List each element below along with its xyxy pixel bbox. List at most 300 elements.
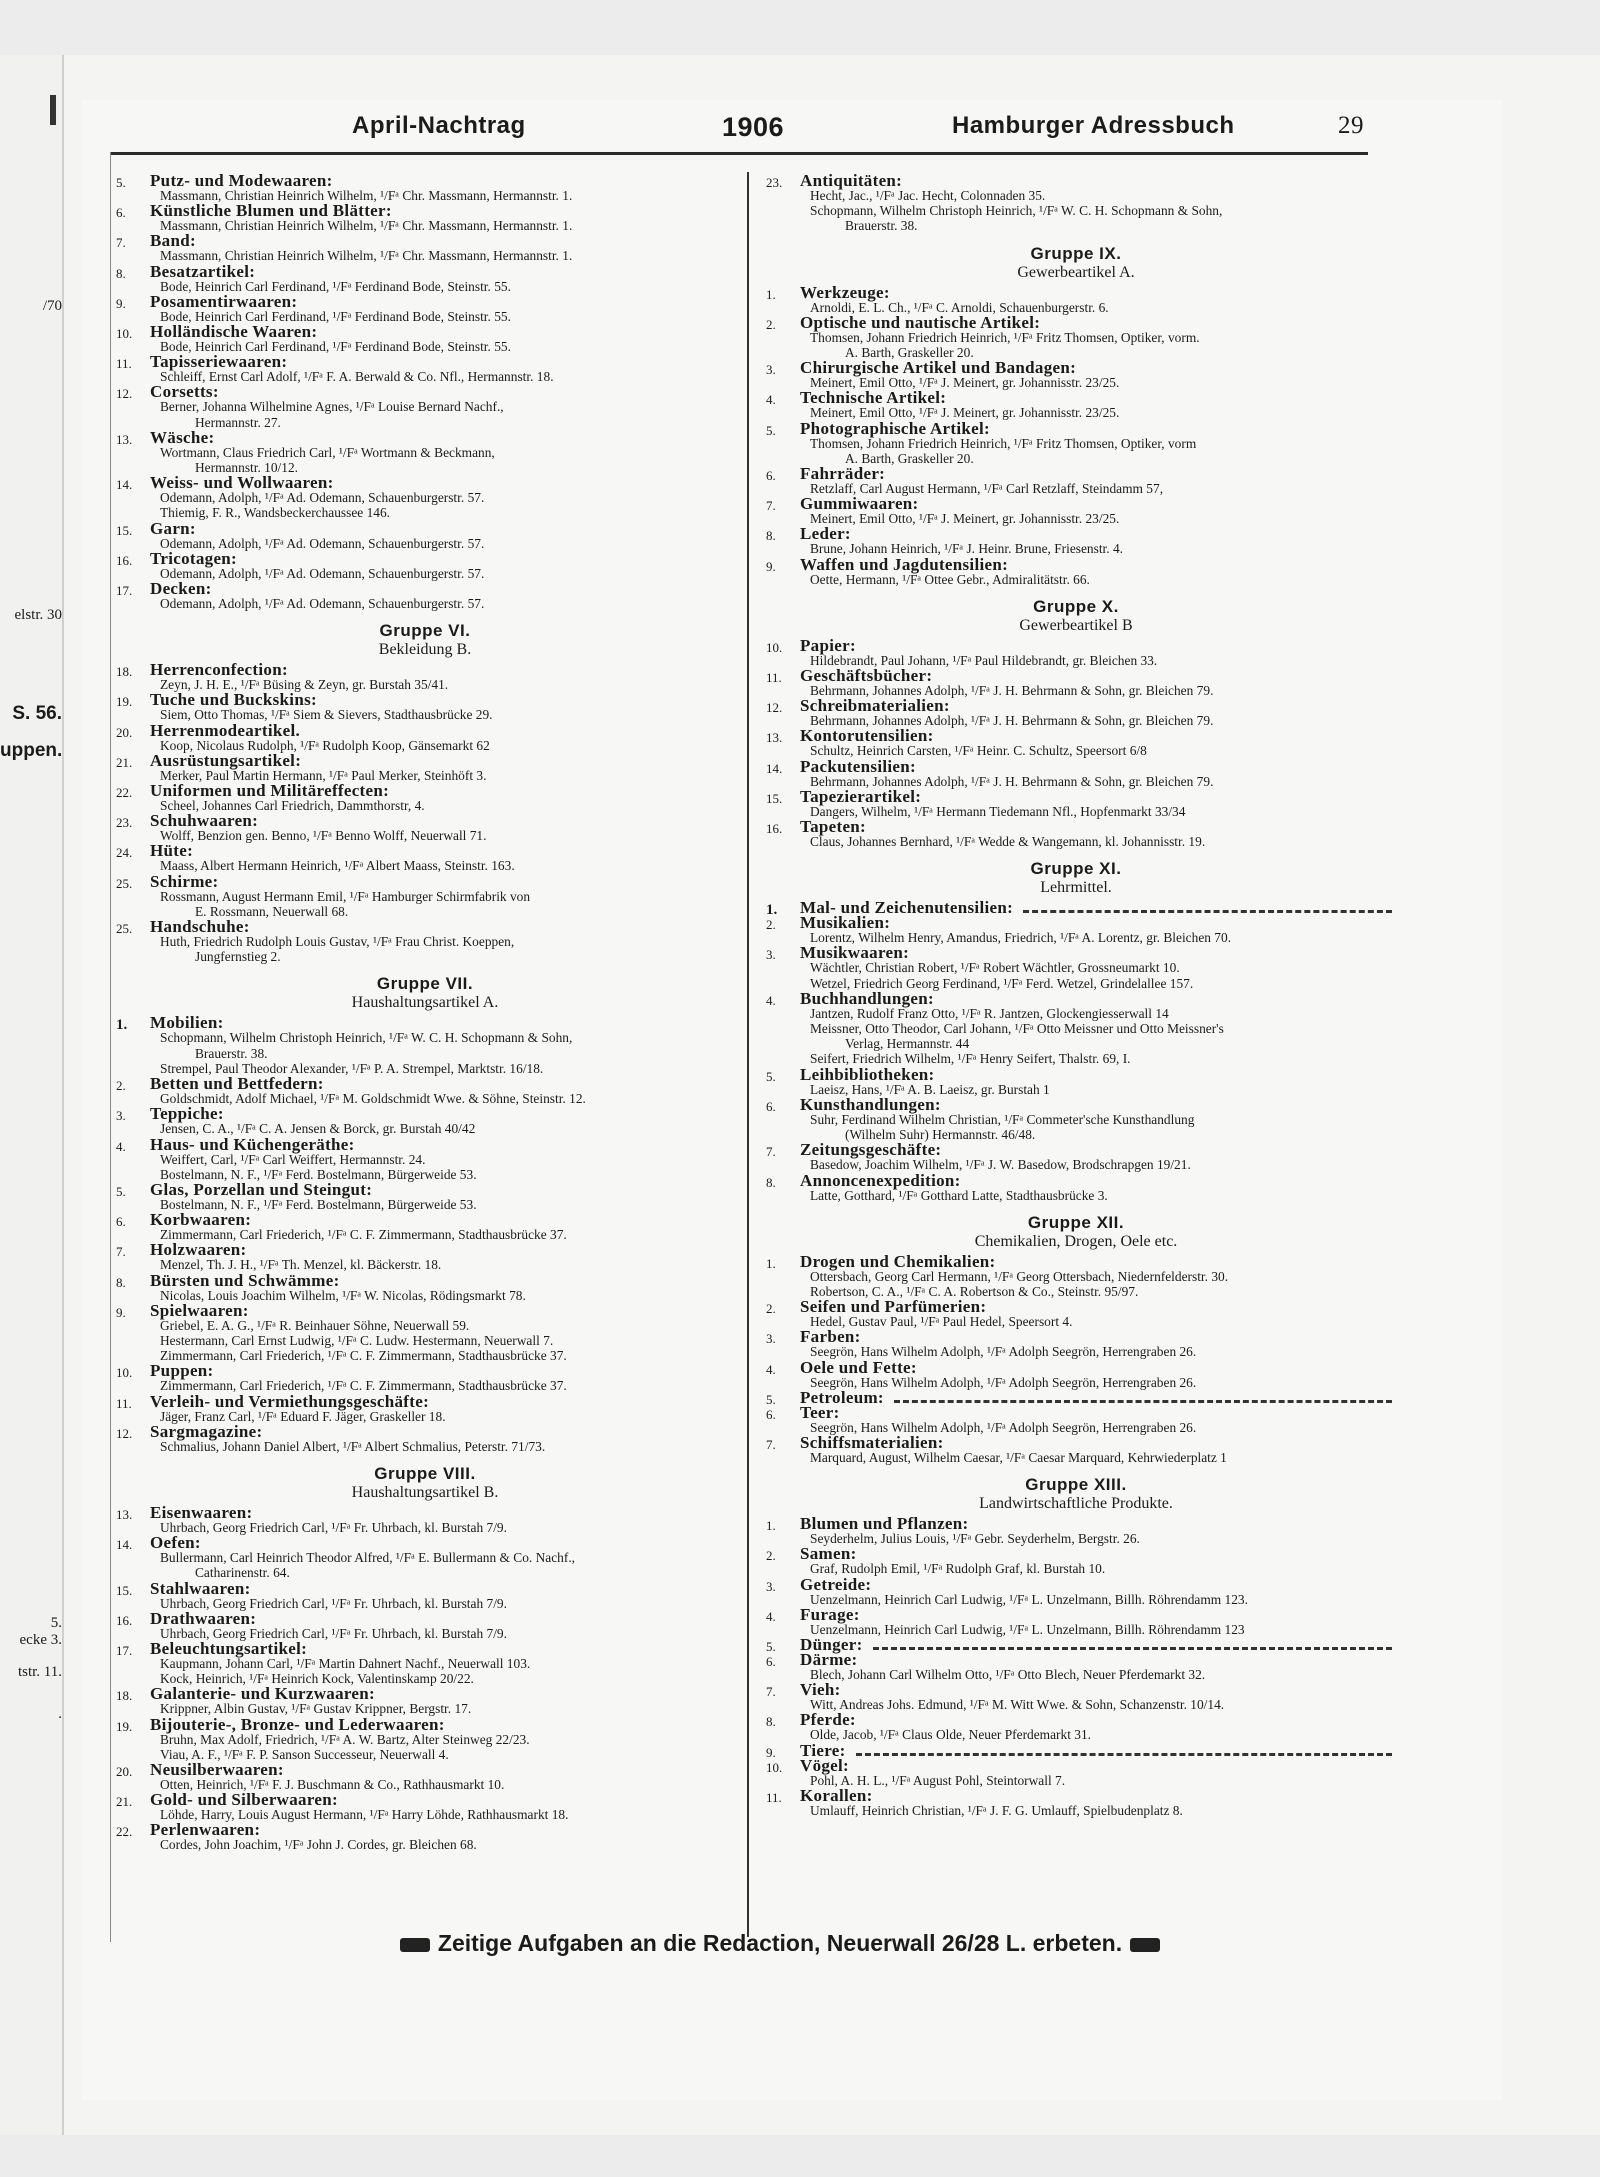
firm-listing: Behrmann, Johannes Adolph, ¹/Fᵃ J. H. Behrmann & Sohn, gr. Bleichen 79.	[810, 713, 1214, 729]
category-heading	[150, 1361, 740, 1381]
entry-number: 13.	[116, 1506, 133, 1522]
directory-entry	[760, 1064, 1392, 1097]
category-heading	[800, 1544, 1392, 1564]
category-label: Decken:	[150, 579, 212, 599]
firm-listing: Pohl, A. H. L., ¹/Fᵃ August Pohl, Steintorwall 7.	[810, 1772, 1066, 1788]
empty-entry-dashes	[873, 1639, 1392, 1650]
category-label: Gold- und Silberwaaren:	[150, 1790, 338, 1810]
directory-entry	[110, 1638, 740, 1687]
entry-number: 24.	[116, 845, 133, 861]
group-subtitle: Gewerbeartikel B	[1019, 616, 1133, 634]
category-heading	[800, 1327, 1392, 1347]
category-heading	[150, 871, 740, 891]
directory-entry	[110, 1792, 740, 1822]
firm-listing: Marquard, August, Wilhelm Caesar, ¹/Fᵃ Caesar Marquard, Kehrwiederplatz 1	[810, 1449, 1227, 1465]
category-heading	[800, 988, 1392, 1008]
directory-entry	[110, 475, 740, 520]
firm-listing: Menzel, Th. J. H., ¹/Fᵃ Th. Menzel, kl. Bäckerstr. 18.	[160, 1257, 442, 1273]
firm-listing: Weiffert, Carl, ¹/Fᵃ Carl Weiffert, Hermannstr. 24.	[160, 1151, 426, 1167]
category-heading	[150, 352, 740, 372]
firm-listing: Seyderhelm, Julius Louis, ¹/Fᵃ Gebr. Seyderhelm, Bergstr. 26.	[810, 1531, 1140, 1547]
category-heading	[800, 418, 1392, 438]
entry-number: 18.	[116, 1688, 133, 1704]
directory-entry	[760, 1402, 1392, 1435]
directory-entry	[110, 750, 740, 783]
category-heading	[150, 261, 740, 281]
firm-listing: Meissner, Otto Theodor, Carl Johann, ¹/Fᵃ Otto Meissner und Otto Meissner's	[810, 1021, 1224, 1037]
category-heading	[800, 1094, 1392, 1114]
directory-entry	[110, 261, 740, 294]
entry-number: 14.	[116, 477, 133, 493]
entry-number: 16.	[766, 821, 783, 837]
firm-listing: Massmann, Christian Heinrich Wilhelm, ¹/Fᵃ Chr. Massmann, Hermannstr. 1.	[160, 188, 573, 203]
firm-listing: Thiemig, F. R., Wandsbeckerchaussee 146.	[160, 505, 391, 521]
category-label: Posamentirwaaren:	[150, 291, 298, 311]
left-column	[110, 173, 740, 1853]
category-heading	[150, 1074, 740, 1094]
category-label: Holländische Waaren:	[150, 322, 318, 342]
previous-page-text: S. 56.	[12, 703, 62, 724]
category-label: Spielwaaren:	[150, 1300, 249, 1320]
category-heading	[800, 1574, 1392, 1594]
directory-entry	[110, 1363, 740, 1393]
category-heading	[150, 1638, 740, 1658]
firm-listing: Arnoldi, E. L. Ch., ¹/Fᵃ C. Arnoldi, Schauenburgerstr. 6.	[810, 299, 1109, 315]
category-label: Tapeten:	[800, 817, 867, 837]
firm-listing: A. Barth, Graskeller 20.	[845, 345, 974, 361]
category-heading	[800, 666, 1392, 686]
entry-number: 19.	[116, 1718, 133, 1734]
firm-listing: Uenzelmann, Heinrich Carl Ludwig, ¹/Fᵃ L. Unzelmann, Billh. Röhrendamm 123.	[810, 1591, 1248, 1607]
category-heading	[800, 1432, 1392, 1452]
category-heading	[150, 1820, 740, 1840]
directory-entry	[760, 390, 1392, 420]
previous-page-text: 5.	[50, 1615, 62, 1631]
entry-number: 4.	[766, 992, 776, 1008]
entry-number: 7.	[766, 1436, 776, 1452]
group-title: Gruppe X.	[1033, 596, 1119, 616]
firm-listing: Zimmermann, Carl Friederich, ¹/Fᵃ C. F. Zimmermann, Stadthausbrücke 37.	[160, 1348, 567, 1364]
category-heading	[800, 554, 1392, 574]
category-heading	[150, 473, 740, 493]
directory-entry	[760, 418, 1392, 466]
category-label: Antiquitäten:	[800, 171, 903, 190]
group-heading	[760, 1475, 1392, 1512]
category-heading	[800, 1251, 1392, 1271]
category-label: Herrenconfection:	[150, 660, 288, 680]
firm-listing: Zimmermann, Carl Friederich, ¹/Fᵃ C. F. Zimmermann, Stadthausbrücke 37.	[160, 1378, 567, 1394]
category-heading	[150, 1210, 740, 1230]
firm-listing: Maass, Albert Hermann Heinrich, ¹/Fᵃ Albert Maass, Steinstr. 163.	[160, 858, 515, 874]
entry-number: 15.	[116, 1582, 133, 1598]
firm-listing: Otten, Heinrich, ¹/Fᵃ F. J. Buschmann & Co., Rathhausmarkt 10.	[160, 1776, 505, 1792]
directory-entry	[110, 1242, 740, 1272]
directory-entry	[110, 1212, 740, 1242]
firm-listing: Schopmann, Wilhelm Christoph Heinrich, ¹/Fᵃ W. C. H. Schopmann & Sohn,	[810, 203, 1223, 219]
directory-entry	[110, 1106, 740, 1136]
category-label: Tapezierartikel:	[800, 786, 922, 806]
category-heading	[800, 1649, 1392, 1669]
category-label: Tapisseriewaaren:	[150, 352, 288, 372]
category-heading	[150, 1104, 740, 1124]
directory-entry	[760, 173, 1392, 234]
right-column	[760, 173, 1392, 1818]
category-label: Optische und nautische Artikel:	[800, 312, 1041, 332]
firm-listing: (Wilhelm Suhr) Hermannstr. 46/48.	[845, 1127, 1036, 1143]
firm-listing: Odemann, Adolph, ¹/Fᵃ Ad. Odemann, Schauenburgerstr. 57.	[160, 490, 485, 506]
firm-listing: Dangers, Wilhelm, ¹/Fᵃ Hermann Tiedemann Nfl., Hopfenmarkt 33/34	[810, 803, 1186, 819]
firm-listing: Retzlaff, Carl August Hermann, ¹/Fᵃ Carl Retzlaff, Steindamm 57,	[810, 481, 1164, 497]
entry-number: 1.	[766, 1255, 776, 1271]
header-year: 1906	[722, 112, 785, 142]
firm-listing: Hermannstr. 27.	[195, 414, 281, 430]
directory-entry	[110, 291, 740, 324]
firm-listing: Wächtler, Christian Robert, ¹/Fᵃ Robert Wächtler, Grossneumarkt 10.	[810, 960, 1180, 976]
directory-entry	[760, 1251, 1392, 1299]
category-heading	[150, 841, 740, 861]
firm-listing: Olde, Jacob, ¹/Fᵃ Claus Olde, Neuer Pferdemarkt 31.	[810, 1727, 1092, 1743]
entry-number: 11.	[766, 1789, 782, 1805]
firm-listing: Bode, Heinrich Carl Ferdinand, ¹/Fᵃ Ferdinand Bode, Steinstr. 55.	[160, 308, 511, 324]
category-label: Kontorutensilien:	[800, 726, 934, 746]
directory-entry	[760, 819, 1392, 849]
category-heading	[800, 786, 1392, 806]
firm-listing: Hermannstr. 10/12.	[195, 460, 299, 476]
entry-number: 18.	[116, 664, 133, 680]
firm-listing: Uenzelmann, Heinrich Carl Ludwig, ¹/Fᵃ L. Unzelmann, Billh. Röhrendamm 123	[810, 1621, 1245, 1637]
category-heading	[150, 231, 740, 251]
entry-number: 9.	[116, 1304, 126, 1320]
category-label: Packutensilien:	[800, 756, 916, 776]
category-label: Tricotagen:	[150, 548, 238, 568]
entry-number: 4.	[766, 1608, 776, 1624]
directory-entry	[110, 692, 740, 722]
category-heading	[800, 817, 1392, 837]
firm-listing: Hedel, Gustav Paul, ¹/Fᵃ Paul Hedel, Speersort 4.	[810, 1314, 1073, 1330]
category-label: Herrenmodeartikel.	[150, 720, 301, 740]
group-title: Gruppe VIII.	[374, 1463, 476, 1483]
empty-entry-dashes	[894, 1392, 1392, 1403]
directory-entry	[110, 1608, 740, 1641]
directory-entry	[110, 813, 740, 843]
category-label: Stahlwaaren:	[150, 1578, 251, 1598]
directory-entry	[110, 548, 740, 581]
directory-entry	[760, 1094, 1392, 1143]
firm-listing: Bostelmann, N. F., ¹/Fᵃ Ferd. Bostelmann, Bürgerweide 53.	[160, 1196, 477, 1212]
entry-number: 6.	[116, 205, 126, 221]
directory-entry	[110, 1714, 740, 1762]
category-label: Musikalien:	[800, 913, 891, 933]
firm-listing: Nicolas, Louis Joachim Wilhelm, ¹/Fᵃ W. Nicolas, Rödingsmarkt 78.	[160, 1287, 526, 1303]
category-label: Perlenwaaren:	[150, 1820, 261, 1840]
firm-listing: Brune, Johann Heinrich, ¹/Fᵃ J. Heinr. Brune, Friesenstr. 4.	[810, 541, 1124, 557]
directory-entry	[760, 1170, 1392, 1203]
category-label: Photographische Artikel:	[800, 418, 990, 438]
directory-entry	[760, 1712, 1392, 1742]
entry-number: 7.	[766, 1144, 776, 1160]
firm-listing: Bostelmann, N. F., ¹/Fᵃ Ferd. Bostelmann, Bürgerweide 53.	[160, 1166, 477, 1182]
entry-number: 5.	[766, 422, 776, 438]
category-label: Wäsche:	[150, 427, 215, 447]
firm-listing: Wetzel, Friedrich Georg Ferdinand, ¹/Fᵃ Ferd. Wetzel, Grindelallee 157.	[810, 975, 1194, 991]
category-heading	[150, 1714, 740, 1734]
entry-number: 8.	[766, 528, 776, 544]
category-label: Holzwaaren:	[150, 1240, 247, 1260]
entry-number: 20.	[116, 724, 133, 740]
category-label: Mobilien:	[150, 1013, 224, 1033]
firm-listing: Claus, Johannes Bernhard, ¹/Fᵃ Wedde & Wangemann, kl. Johannisstr. 19.	[810, 834, 1206, 850]
firm-listing: Schopmann, Wilhelm Christoph Heinrich, ¹/Fᵃ W. C. H. Schopmann & Sohn,	[160, 1030, 573, 1046]
firm-listing: Cordes, John Joachim, ¹/Fᵃ John J. Cordes, gr. Bleichen 68.	[160, 1837, 477, 1853]
category-label: Hüte:	[150, 841, 194, 861]
category-heading	[800, 1402, 1392, 1422]
category-heading	[800, 1357, 1392, 1377]
header-title: Hamburger Adressbuch	[952, 112, 1235, 139]
category-label: Pferde:	[800, 1710, 856, 1730]
category-label: Buchhandlungen:	[800, 988, 934, 1008]
entry-number: 19.	[116, 694, 133, 710]
directory-entry	[760, 728, 1392, 758]
column-divider	[747, 172, 749, 1937]
group-heading	[760, 859, 1392, 896]
category-label: Puppen:	[150, 1361, 214, 1381]
directory-entry	[110, 1759, 740, 1792]
firm-listing: Siem, Otto Thomas, ¹/Fᵃ Siem & Sievers, Stadthausbrücke 29.	[160, 707, 493, 723]
category-heading	[800, 756, 1392, 776]
category-label: Geschäftsbücher:	[800, 666, 933, 686]
category-heading	[150, 1759, 740, 1779]
category-label: Corsetts:	[150, 382, 219, 402]
header-rule	[110, 152, 1368, 155]
directory-entry	[110, 1179, 740, 1212]
firm-listing: Hecht, Jac., ¹/Fᵃ Jac. Hecht, Colonnaden 35.	[810, 188, 1046, 203]
category-label: Schuhwaaren:	[150, 811, 259, 831]
directory-entry	[110, 1391, 740, 1424]
group-subtitle: Haushaltungsartikel A.	[351, 994, 499, 1012]
category-heading	[150, 1300, 740, 1320]
entry-number: 10.	[116, 1365, 133, 1381]
entry-number: 1.	[766, 286, 776, 302]
firm-listing: A. Barth, Graskeller 20.	[845, 450, 974, 466]
empty-entry-dashes	[1023, 902, 1392, 913]
category-label: Getreide:	[800, 1574, 872, 1594]
directory-entry	[110, 1822, 740, 1852]
previous-page-text: /70	[42, 298, 62, 314]
previous-page-text: uppen.	[0, 740, 62, 761]
entry-number: 25.	[116, 921, 133, 937]
firm-listing: Lorentz, Wilhelm Henry, Amandus, Friedrich, ¹/Fᵃ A. Lorentz, gr. Bleichen 70.	[810, 930, 1232, 946]
entry-number: 17.	[116, 583, 133, 599]
group-subtitle: Chemikalien, Drogen, Oele etc.	[974, 1232, 1178, 1250]
firm-listing: Jensen, C. A., ¹/Fᵃ C. A. Jensen & Borck, gr. Burstah 40/42	[160, 1121, 476, 1137]
category-label: Schreibmaterialien:	[800, 696, 950, 716]
firm-listing: Seifert, Friedrich Wilhelm, ¹/Fᵃ Henry Seifert, Thalstr. 69, I.	[810, 1051, 1131, 1067]
firm-listing: Meinert, Emil Otto, ¹/Fᵃ J. Meinert, gr. Johannisstr. 23/25.	[810, 405, 1120, 421]
entry-number: 5.	[116, 1183, 126, 1199]
directory-entry	[110, 233, 740, 263]
category-heading	[150, 811, 740, 831]
page-header	[272, 112, 1364, 150]
firm-listing: Massmann, Christian Heinrich Wilhelm, ¹/Fᵃ Chr. Massmann, Hermannstr. 1.	[160, 218, 573, 234]
entry-number: 3.	[766, 1578, 776, 1594]
category-label: Blumen und Pflanzen:	[800, 1514, 969, 1534]
firm-listing: Odemann, Adolph, ¹/Fᵃ Ad. Odemann, Schauenburgerstr. 57.	[160, 596, 485, 612]
category-label: Vieh:	[800, 1680, 841, 1700]
firm-listing: Suhr, Ferdinand Wilhelm Christian, ¹/Fᵃ Commeter'sche Kunsthandlung	[810, 1111, 1195, 1127]
entry-number: 15.	[766, 790, 783, 806]
firm-listing: Laeisz, Hans, ¹/Fᵃ A. B. Laeisz, gr. Burstah 1	[810, 1081, 1050, 1097]
category-label: Annoncenexpedition:	[800, 1170, 961, 1190]
category-label: Chirurgische Artikel und Bandagen:	[800, 358, 1077, 378]
directory-entry	[760, 312, 1392, 361]
category-label: Tuche und Buckskins:	[150, 690, 317, 710]
directory-entry	[110, 1421, 740, 1454]
entry-number: 11.	[116, 356, 132, 372]
category-label: Musikwaaren:	[800, 943, 910, 963]
previous-page-text: elstr. 30	[14, 607, 62, 623]
footer-text: Zeitige Aufgaben an die Redaction, Neuerwall 26/28 L. erbeten.	[437, 1930, 1123, 1956]
directory-entry	[110, 871, 740, 919]
entry-number: 3.	[766, 362, 776, 378]
category-label: Handschuhe:	[150, 917, 250, 937]
entry-number: 25.	[116, 875, 133, 891]
category-heading	[800, 1514, 1392, 1534]
directory-entry	[110, 354, 740, 384]
group-title: Gruppe VII.	[376, 974, 474, 994]
category-label: Verleih- und Vermiethungsgeschäfte:	[150, 1391, 430, 1411]
firm-listing: Meinert, Emil Otto, ¹/Fᵃ J. Meinert, gr. Johannisstr. 23/25.	[810, 375, 1120, 391]
firm-listing: Kaupmann, Johann Carl, ¹/Fᵃ Martin Dahnert Nachf., Neuerwall 103.	[160, 1655, 531, 1671]
category-heading	[800, 388, 1392, 408]
category-heading	[800, 1755, 1392, 1775]
category-heading	[150, 427, 740, 447]
firm-listing: Seegrön, Hans Wilhelm Adolph, ¹/Fᵃ Adolph Seegrön, Herrengraben 26.	[810, 1419, 1197, 1435]
firm-listing: Hestermann, Carl Ernst Ludwig, ¹/Fᵃ C. Ludw. Hestermann, Neuerwall 7.	[160, 1332, 554, 1348]
entry-number: 4.	[116, 1138, 126, 1154]
category-label: Kunsthandlungen:	[800, 1094, 941, 1114]
firm-listing: Verlag, Hermannstr. 44	[845, 1036, 970, 1052]
directory-entry	[760, 1516, 1392, 1546]
entry-number: 10.	[116, 326, 133, 342]
category-heading	[150, 917, 740, 937]
group-title: Gruppe IX.	[1030, 243, 1122, 263]
category-label: Teppiche:	[150, 1104, 224, 1124]
entry-number: 23.	[766, 175, 783, 190]
entry-number: 14.	[766, 760, 783, 776]
entry-number: 21.	[116, 1794, 133, 1810]
category-label: Garn:	[150, 518, 196, 538]
category-heading	[150, 1790, 740, 1810]
category-label: Mal- und Zeichenutensilien:	[800, 898, 1014, 918]
category-heading	[800, 635, 1392, 655]
category-heading	[150, 781, 740, 801]
directory-entry	[110, 783, 740, 813]
category-label: Besatzartikel:	[150, 261, 256, 281]
firm-listing: Krippner, Albin Gustav, ¹/Fᵃ Gustav Krippner, Bergstr. 17.	[160, 1701, 472, 1717]
entry-number: 2.	[766, 1301, 776, 1317]
firm-listing: Zeyn, J. H. E., ¹/Fᵃ Büsing & Zeyn, gr. Burstah 35/41.	[160, 677, 449, 693]
directory-entry	[760, 282, 1392, 315]
previous-page-text: tstr. 11.	[17, 1664, 62, 1680]
directory-entry	[110, 1270, 740, 1303]
category-heading	[800, 1170, 1392, 1190]
previous-page-text: ecke 3.	[19, 1632, 62, 1648]
firm-listing: E. Rossmann, Neuerwall 68.	[195, 903, 349, 919]
category-label: Oefen:	[150, 1533, 201, 1553]
entry-number: 8.	[766, 1174, 776, 1190]
empty-entry-dashes	[856, 1745, 1392, 1756]
pointing-hand-right-icon	[1130, 1938, 1160, 1952]
category-heading	[800, 358, 1392, 378]
firm-listing: Strempel, Paul Theodor Alexander, ¹/Fᵃ P. A. Strempel, Marktstr. 16/18.	[160, 1060, 544, 1076]
entry-number: 17.	[116, 1642, 133, 1658]
directory-entry	[760, 1574, 1392, 1607]
category-label: Schirme:	[150, 871, 219, 891]
directory-entry	[110, 173, 740, 203]
directory-entry	[760, 1740, 1392, 1760]
firm-listing: Graf, Rudolph Emil, ¹/Fᵃ Rudolph Graf, kl. Burstah 10.	[810, 1561, 1106, 1577]
firm-listing: Schmalius, Johann Daniel Albert, ¹/Fᵃ Albert Schmalius, Peterstr. 71/73.	[160, 1438, 546, 1454]
entry-number: 5.	[766, 1068, 776, 1084]
category-heading	[800, 1785, 1392, 1805]
firm-listing: Jäger, Franz Carl, ¹/Fᵃ Eduard F. Jäger, Graskeller 18.	[160, 1408, 446, 1424]
directory-entry	[760, 466, 1392, 496]
category-label: Bijouterie-, Bronze- und Lederwaaren:	[150, 1714, 445, 1734]
category-label: Papier:	[800, 635, 856, 655]
category-label: Samen:	[800, 1544, 857, 1564]
firm-listing: Hildebrandt, Paul Johann, ¹/Fᵃ Paul Hildebrandt, gr. Bleichen 33.	[810, 652, 1158, 668]
firm-listing: Witt, Andreas Johs. Edmund, ¹/Fᵃ M. Witt Wwe. & Sohn, Schanzenstr. 10/14.	[810, 1697, 1225, 1713]
firm-listing: Blech, Johann Carl Wilhelm Otto, ¹/Fᵃ Otto Blech, Neuer Pferdemarkt 32.	[810, 1666, 1206, 1682]
directory-entry	[110, 1300, 740, 1364]
directory-entry	[760, 915, 1392, 945]
firm-listing: Seegrön, Hans Wilhelm Adolph, ¹/Fᵃ Adolph Seegrön, Herrengraben 26.	[810, 1344, 1197, 1360]
directory-entry	[760, 1299, 1392, 1329]
category-label: Drathwaaren:	[150, 1608, 257, 1628]
directory-entry	[760, 1785, 1392, 1818]
directory-entry	[110, 1076, 740, 1106]
entry-number: 1.	[116, 1017, 128, 1034]
firm-listing: Huth, Friedrich Rudolph Louis Gustav, ¹/Fᵃ Frau Christ. Koeppen,	[160, 934, 515, 950]
directory-entry	[760, 1329, 1392, 1359]
category-heading	[800, 1680, 1392, 1700]
entry-number: 8.	[116, 265, 126, 281]
category-label: Haus- und Küchengeräthe:	[150, 1134, 355, 1154]
firm-listing: Brauerstr. 38.	[195, 1045, 268, 1061]
category-heading	[150, 1502, 740, 1522]
category-heading	[150, 322, 740, 342]
entry-number: 4.	[766, 392, 776, 408]
category-label: Band:	[150, 231, 196, 251]
category-label: Glas, Porzellan und Steingut:	[150, 1179, 373, 1199]
category-heading	[150, 660, 740, 680]
page-number: 29	[1338, 112, 1364, 139]
firm-listing: Berner, Johanna Wilhelmine Agnes, ¹/Fᵃ Louise Bernard Nachf.,	[160, 399, 504, 415]
category-heading	[150, 291, 740, 311]
firm-listing: Robertson, C. A., ¹/Fᵃ C. A. Robertson & Co., Steinstr. 95/97.	[810, 1283, 1139, 1299]
group-title: Gruppe XIII.	[1025, 1475, 1127, 1495]
directory-entry	[110, 324, 740, 354]
group-title: Gruppe XI.	[1030, 859, 1122, 879]
firm-listing: Umlauff, Heinrich Christian, ¹/Fᵃ J. F. G. Umlauff, Spielbudenplatz 8.	[810, 1802, 1183, 1818]
entry-number: 6.	[766, 1653, 776, 1669]
firm-listing: Wortmann, Claus Friedrich Carl, ¹/Fᵃ Wortmann & Beckmann,	[160, 444, 495, 460]
header-edition: April-Nachtrag	[352, 112, 526, 139]
entry-number: 8.	[116, 1274, 126, 1290]
category-label: Petroleum:	[800, 1387, 884, 1407]
entry-number: 12.	[116, 1425, 133, 1441]
group-heading	[760, 597, 1392, 634]
